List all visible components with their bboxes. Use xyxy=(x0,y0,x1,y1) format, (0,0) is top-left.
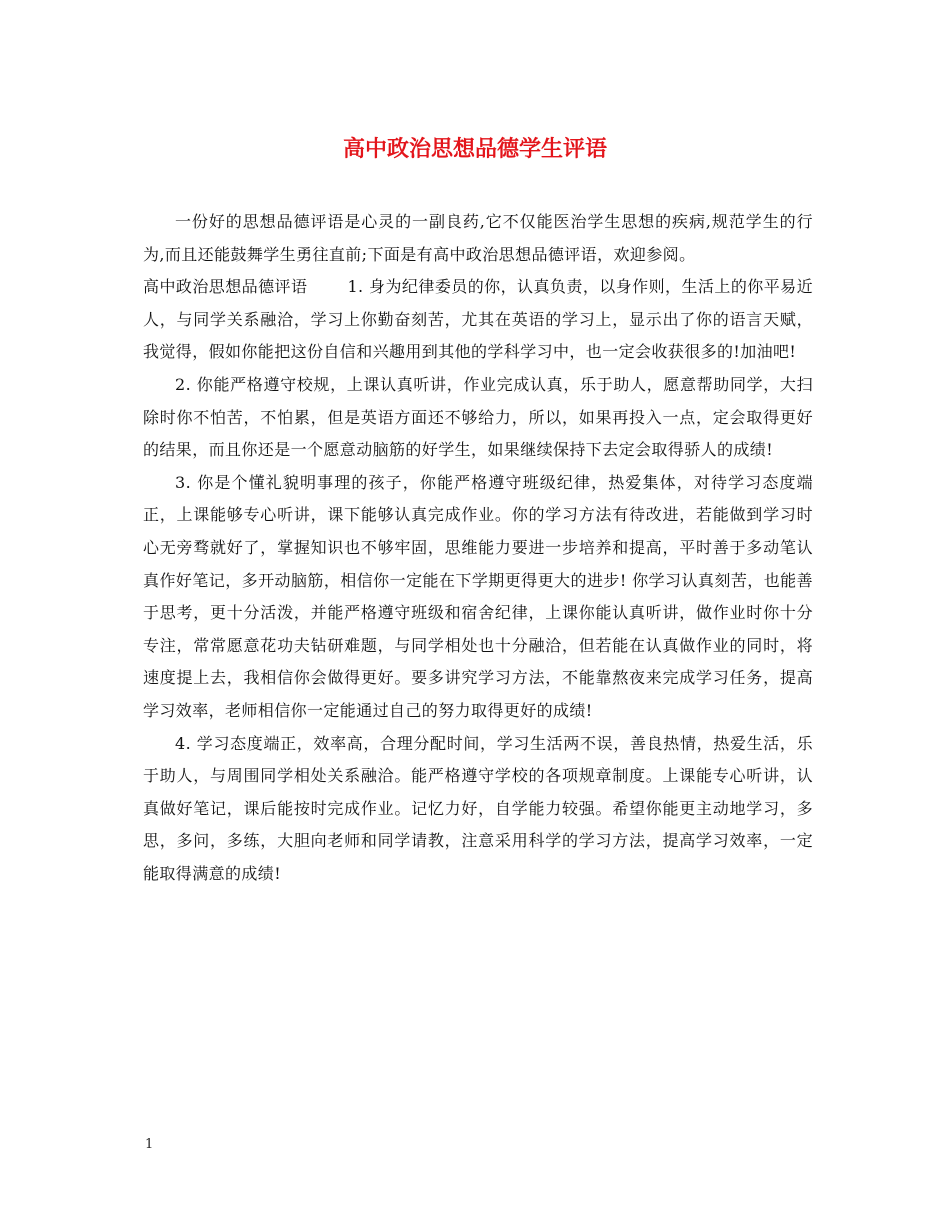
comment-paragraph-2: 2. 你能严格遵守校规，上课认真听讲，作业完成认真，乐于助人，愿意帮助同学，大扫除时你不怕苦，不怕累，但是英语方面还不够给力，所以，如果再投入一点，定会取得更好的结果，而且你还是一个愿意动脑筋的好学生，如果继续保持下去定会取得骄人的成绩! xyxy=(143,374,813,460)
document-body xyxy=(143,206,813,890)
comment-paragraph-1 xyxy=(143,271,813,369)
page-number: 1 xyxy=(145,1137,154,1152)
document-title: 高中政治思想品德学生评语 xyxy=(342,136,607,162)
intro-paragraph: 一份好的思想品德评语是心灵的一副良药,它不仅能医治学生思想的疾病,规范学生的行为,而且还能鼓舞学生勇往直前;下面是有高中政治思想品德评语，欢迎参阅。 xyxy=(143,212,813,264)
section-heading: 高中政治思想品德评语 xyxy=(143,277,308,297)
comment-paragraph-4: 4. 学习态度端正，效率高，合理分配时间，学习生活两不误，善良热情，热爱生活，乐于助人，与周围同学相处关系融洽。能严格遵守学校的各项规章制度。上课能专心听讲，认真做好笔记，课后能按时完成作业。记忆力好，自学能力较强。希望你能更主动地学习，多思，多问，多练，大胆向老师和同学请教，注意采用科学的学习方法，提高学习效率，一定能取得满意的成绩! xyxy=(143,733,813,883)
comment-paragraph-3: 3. 你是个懂礼貌明事理的孩子，你能严格遵守班级纪律，热爱集体，对待学习态度端正，上课能够专心听讲，课下能够认真完成作业。你的学习方法有待改进，若能做到学习时心无旁骛就好了，掌握知识也不够牢固，思维能力要进一步培养和提高，平时善于多动笔认真作好笔记，多开动脑筋，相信你一定能在下学期更得更大的进步! 你学习认真刻苦，也能善于思考，更十分活泼，并能严格遵守班级和宿舍纪律，上课你能认真听讲，做作业时你十分专注，常常愿意花功夫钻研难题，与同学相处也十分融洽，但若能在认真做作业的同时，将速度提上去，我相信你会做得更好。要多讲究学习方法，不能靠熬夜来完成学习任务，提高学习效率，老师相信你一定能通过自己的努力取得更好的成绩! xyxy=(143,472,813,720)
comment-1-text: 1. 身为纪律委员的你，认真负责，以身作则，生活上的你平易近人，与同学关系融洽，学习上你勤奋刻苦，尤其在英语的学习上，显示出了你的语言天赋，我觉得，假如你能把这份自信和兴趣用到其他的学科学习中，也一定会收获很多的!加油吧! xyxy=(143,277,813,362)
